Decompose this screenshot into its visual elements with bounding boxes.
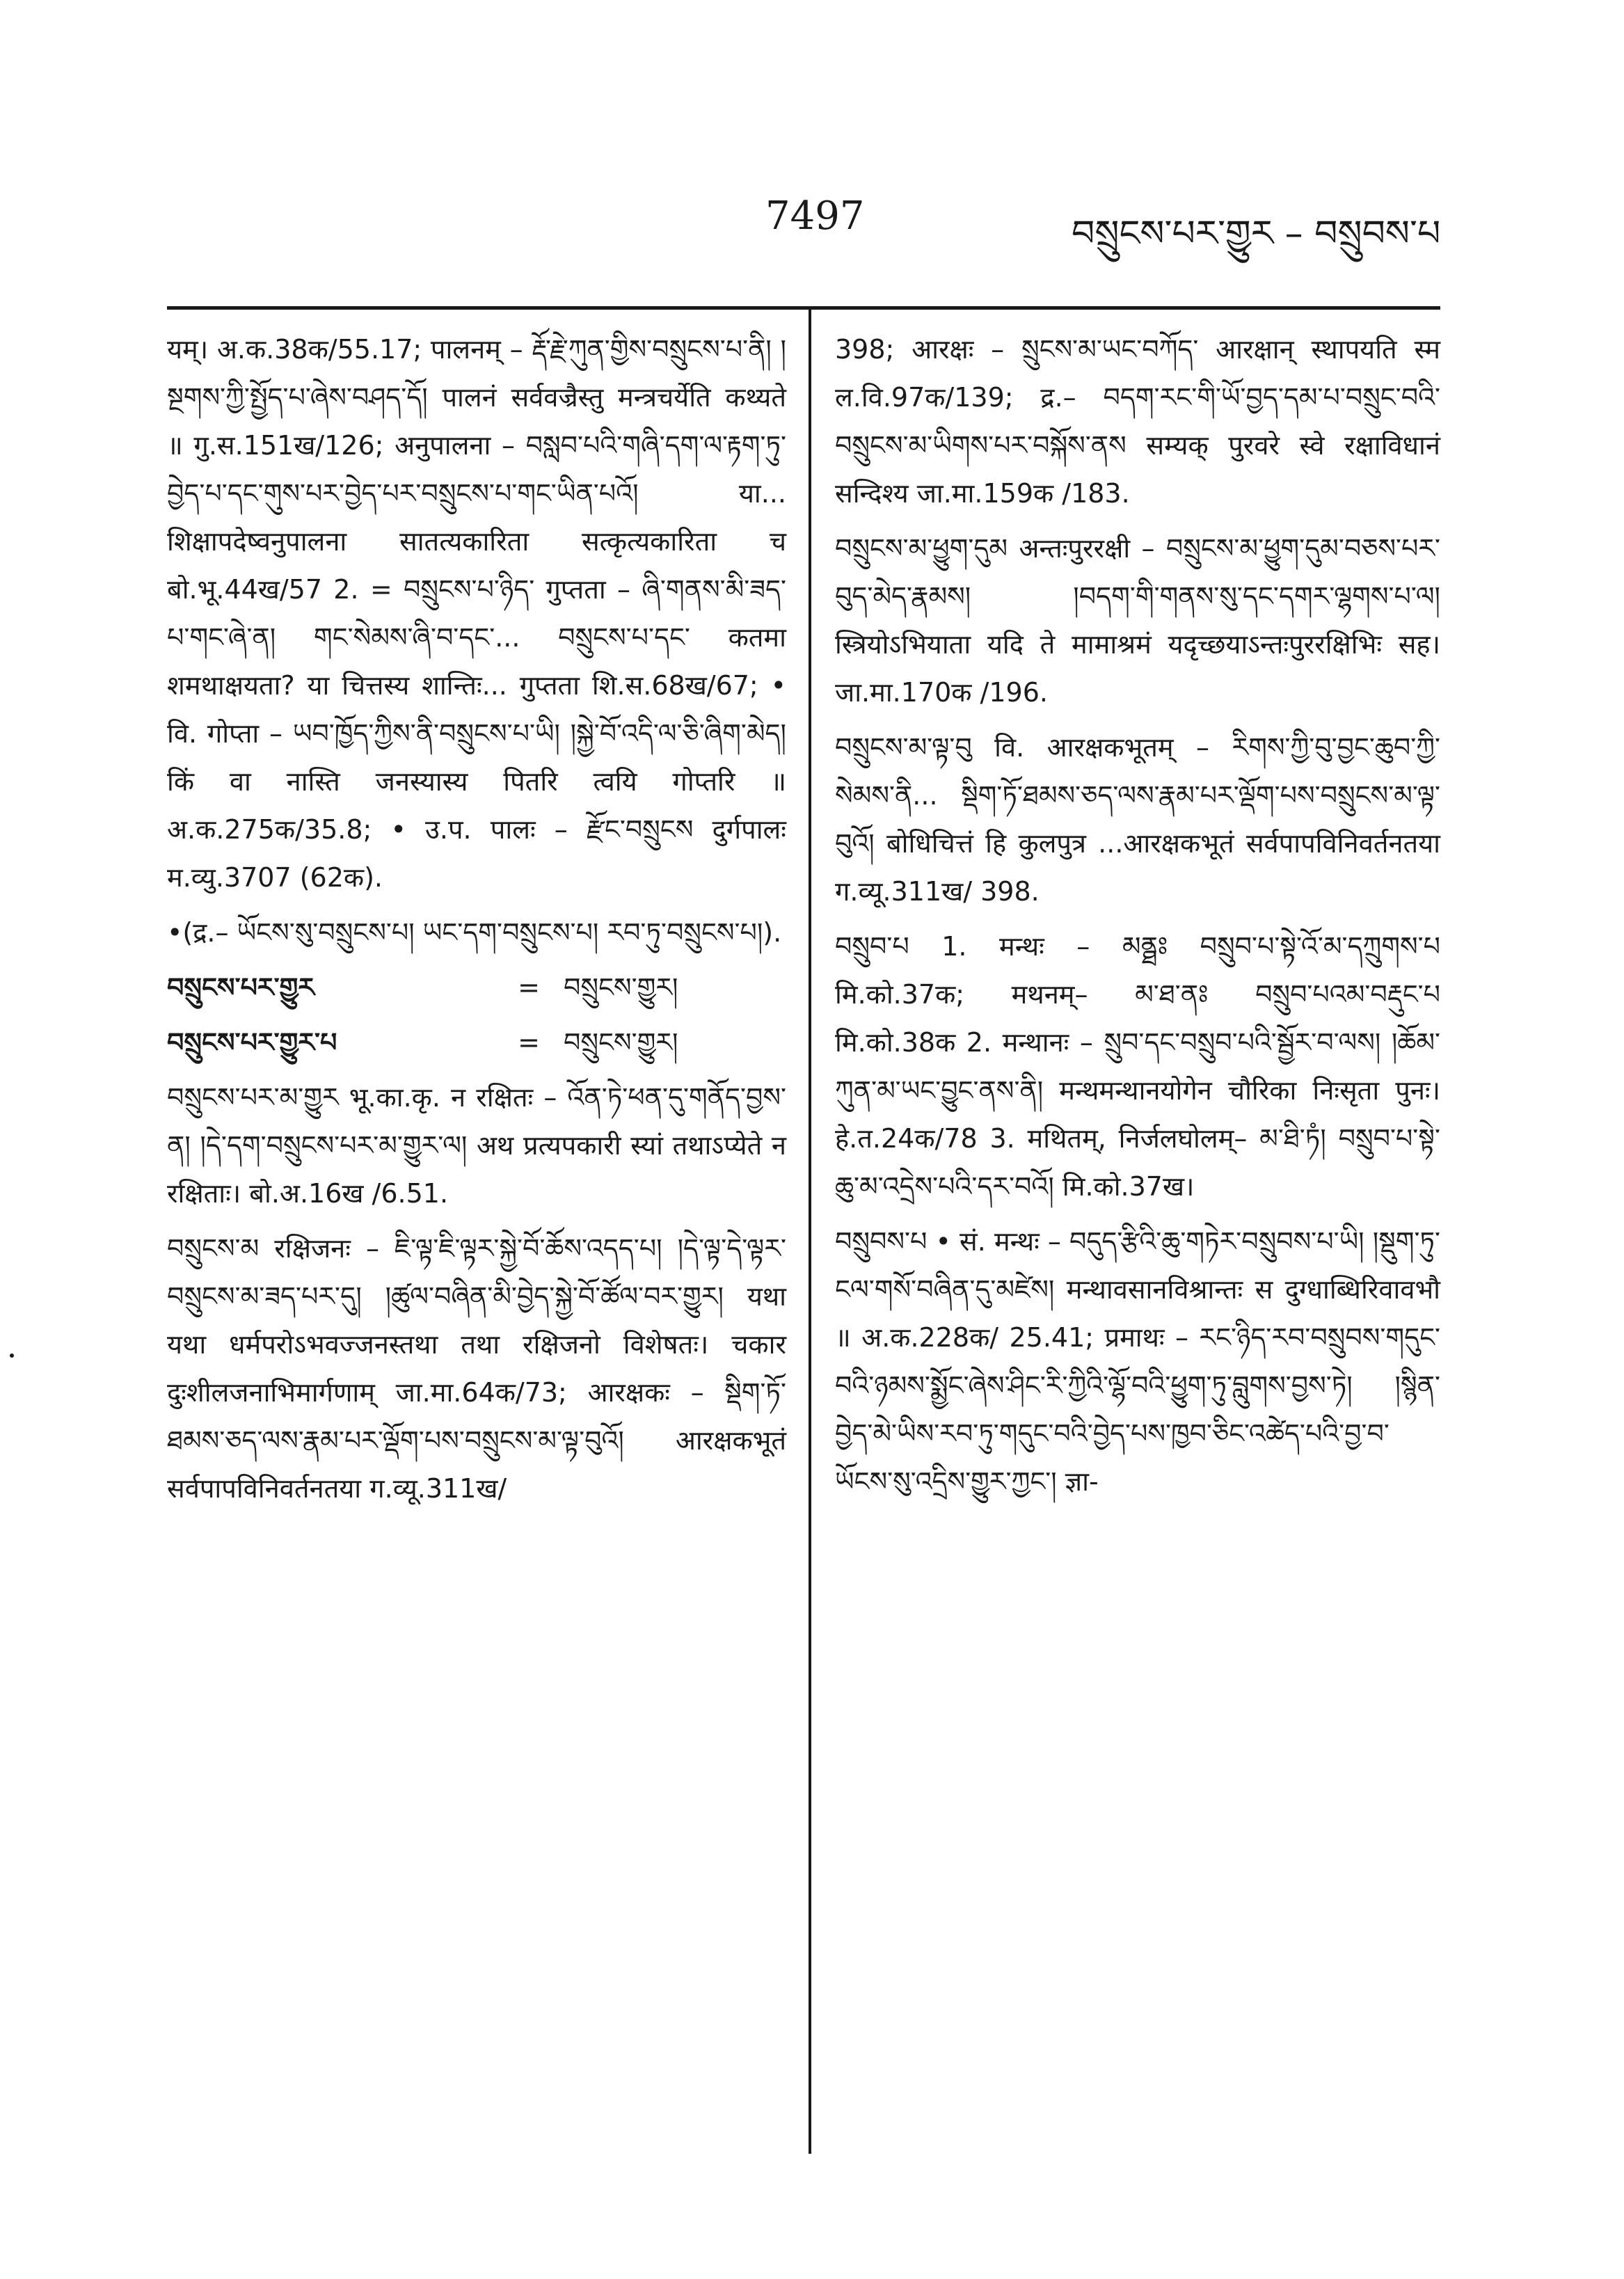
cross-reference [167,1019,786,1067]
column-divider [809,310,811,2154]
right-column [835,326,1440,1513]
page-number: 7497 [765,193,865,239]
xref-equals: = [518,1027,540,1058]
xref-equals: = [518,972,540,1003]
header-rule [167,306,1440,310]
dictionary-entry: यम्। अ.क.38क/55.17; पालनम् – རྡོ་རྗེ་ཀུན་གྱིས་བསྲུངས་པ་ནི། །སྔགས་ཀྱི་སྤྱོད་པ་ཞེས་བཤད་དོ། पालनं सर्ववज्रैस्तु मन्त्रचर्येति कथ्यते ॥ गु.स.151ख/126; अनुपालना – བསླབ་པའི་གཞི་དག་ལ་རྟག་ཏུ་བྱེད་པ་དང་གུས་པར་བྱེད་པར་བསྲུངས་པ་གང་ཡིན་པའོ། या... शिक्षापदेष्वनुपालना सातत्यकारिता सत्कृत्यकारिता च बो.भू.44ख/57 2. = བསྲུངས་པ་ཉིད་ गुप्तता – ཞི་གནས་མི་ཟད་པ་གང་ཞེ་ན། གང་སེམས་ཞི་བ་དང་... བསྲུངས་པ་དང་ कतमा शमथाक्षयता? या चित्तस्य शान्तिः... गुप्तता शि.स.68ख/67; • वि. गोप्ता – ཡབ་ཁྱོད་ཀྱིས་ནི་བསྲུངས་པ་ཡི། །སྐྱེ་བོ་འདི་ལ་ཅི་ཞིག་མེད། किं वा नास्ति जनस्यास्य पितरि त्वयि गोप्तरि ॥ अ.क.275क/35.8; • उ.प. पालः – རྫོང་བསྲུངས दुर्गपालः म.व्यु.3707 (62क). [167,334,786,893]
running-head: བསྲུངས་པར་གྱུར – བསྲུབས་པ [1072,213,1441,255]
dictionary-entry: 398; आरक्षः – སྲུངས་མ་ཡང་བཀོད་ आरक्षान् स्थापयति स्म ल.वि.97क/139; द्र.– བདག་རང་གི་ཡོ་བྱད་དམ་པ་བསྲུང་བའི་བསྲུངས་མ་ཡིགས་པར་བསྐོས་ནས सम्यक् पुरवरे स्वे रक्षाविधानं सन्दिश्य जा.मा.159क /183. [835,334,1440,509]
dictionary-entry: བསྲུངས་མ रक्षिजनः – ཇི་ལྟ་ཇི་ལྟར་སྐྱེ་བོ་ཆོས་འདད་པ། །དེ་ལྟ་དེ་ལྟར་བསྲུངས་མ་ཟད་པར་དུ། །ཚུལ་བཞིན་མི་བྱེད་སྐྱེ་བོ་ཚོལ་བར་གྱུར། यथा यथा धर्मपरोऽभवज्जनस्तथा तथा रक्षिजनो विशेषतः। चकार दुःशीलजनाभिमार्गणाम् जा.मा.64क/73; आरक्षकः – སྡིག་ཏོ་ཐམས་ཅད་ལས་རྣམ་པར་ལྡོག་པས་བསྲུངས་མ་ལྟ་བུའོ། आरक्षकभूतं सर्वपापविनिवर्तनतया ग.व्यू.311ख/ [167,1233,786,1504]
left-column [167,326,786,1520]
xref-target: བསྲུངས་གྱུར། [564,972,678,1003]
dictionary-entry: བསྲུངས་མ་ལྟ་བུ वि. आरक्षकभूतम् – རིགས་ཀྱི་བུ་བྱང་ཆུབ་ཀྱི་སེམས་ནི... སྡིག་ཏོ་ཐམས་ཅད་ལས་རྣམ་པར་ལྡོག་པས་བསྲུངས་མ་ལྟ་བུའོ། बोधिचित्तं हि कुलपुत्र ...आरक्षकभूतं सर्वपापविनिवर्तनतया ग.व्यू.311ख/ 398. [835,732,1440,907]
margin-mark [10,1353,14,1358]
dictionary-entry: བསྲུབ་པ 1. मन्थः – མནྠཿ བསྲུབ་པ་སྟེ་འོ་མ་དཀྲུགས་པ मि.को.37क; मथनम्– མ་ཐ་ནཿ བསྲུབ་པའམ་བརྡུང་པ मि.को.38क 2. मन्थानः – སྲུབ་དང་བསྲུབ་པའི་སྦྱོར་བ་ལས། །ཆོམ་ཀུན་མ་ཡང་བྱུང་ནས་ནི། मन्थमन्थानयोगेन चौरिका निःसृता पुनः। हे.त.24क/78 3. मथितम्, निर्जलघोलम्– མ་ཐི་ཏཾ། བསྲུབ་པ་སྟེ་ཆུ་མ་འདྲེས་པའི་དར་བའོ། मि.को.37ख। [835,931,1440,1202]
xref-term: བསྲུངས་པར་གྱུར [167,972,315,1003]
dictionary-entry: བསྲུངས་པར་མ་གྱུར भू.का.कृ. न रक्षितः – འོན་ཏེ་ཕན་དུ་གནོད་བྱས་ན། །དེ་དག་བསྲུངས་པར་མ་གྱུར་ལ། अथ प्रत्यपकारी स्यां तथाऽप्येते न रक्षिताः। बो.अ.16ख /6.51. [167,1082,786,1209]
dictionary-entry: •(द्र.– ཡོངས་སུ་བསྲུངས་པ། ཡང་དག་བསྲུངས་པ། རབ་ཏུ་བསྲུངས་པ།). [167,917,782,948]
xref-term: བསྲུངས་པར་གྱུར་པ [167,1027,337,1058]
xref-target: བསྲུངས་གྱུར། [564,1027,678,1058]
dictionary-entry: བསྲུངས་མ་ཕྱུག་དུམ अन्तःपुररक्षी – བསྲུངས་མ་ཕྱུག་དུམ་བཅས་པར་བུད་མེད་རྣམས། །བདག་གི་གནས་སུ་དང་དགར་ལྷགས་པ་ལ། स्त्रियोऽभियाता यदि ते मामाश्रमं यदृच्छयाऽन्तःपुररक्षिभिः सह। जा.मा.170क /196. [835,533,1440,708]
dictionary-entry: བསྲུབས་པ • सं. मन्थः – བདུད་རྩིའི་ཆུ་གཏེར་བསྲུབས་པ་ཡི། །སྡུག་ཏུ་ངལ་གསོ་བཞིན་དུ་མཛེས། मन्थावसानविश्रान्तः स दुग्धाब्धिरिवावभौ ॥ अ.क.228क/ 25.41; प्रमाथः – རང་ཉིད་རབ་བསྲུབས་གདུང་བའི་ཉམས་སྨྱོང་ཞེས་ཤིང་རི་ཀྱིའི་ལྷོ་བའི་ཕྱུག་ཏུ་བླུགས་བྱས་ཏེ། །སྙིན་བྱེད་མེ་ཡིས་རབ་ཏུ་གདུང་བའི་བྱེད་པས་ཁྱབ་ཅིང་འཚེད་པའི་བྱ་བ་ཡོངས་སུ་འདྲིས་གྱུར་ཀྱང་། ज्ञा- [835,1226,1440,1497]
cross-reference [167,964,786,1012]
